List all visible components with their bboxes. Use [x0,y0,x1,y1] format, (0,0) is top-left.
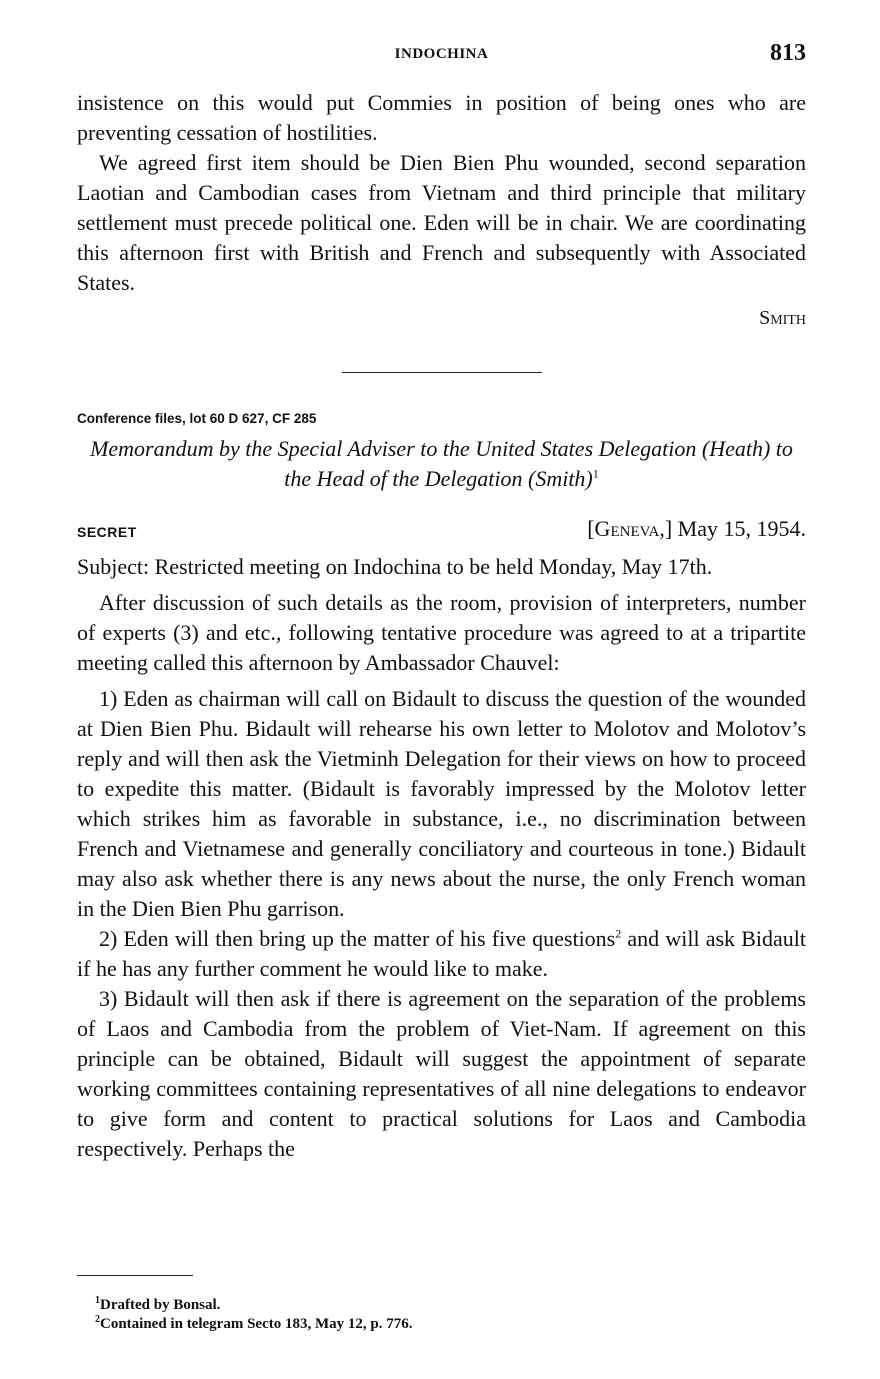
running-title: INDOCHINA [394,46,489,62]
footnote-divider [77,1275,193,1276]
source-citation: Conference files, lot 60 D 627, CF 285 [77,411,317,426]
signature: Smith [759,307,806,329]
continued-paragraph: insistence on this would put Commies in position of being ones who are preventing cessation of hostilities. [77,90,806,145]
classification-marking: SECRET [77,524,137,540]
document-title-text: Memorandum by the Special Adviser to the United States Delegation (Heath) to the Head of the Delegation (Smith) [90,436,793,491]
body-paragraph [77,924,806,984]
paragraph-text: 2) Eden will then bring up the matter of his five questions [99,926,616,951]
body-paragraph: We agreed first item should be Dien Bien Phu wounded, second separation Laotian and Cambodian cases from Vietnam and third principle that military settlement must precede political one. Eden will be in chair. We are coordinating this afternoon first with British and French and subsequently with Associated States. [77,150,806,295]
body-paragraph: 1) Eden as chairman will call on Bidault to discuss the question of the wounded at Dien Bien Phu. Bidault will rehearse his own letter to Molotov and Molotov’s reply and will then ask the Vietminh Delegation for their views on how to proceed to expedite this matter. (Bidault is favorably impressed by the Molotov letter which strikes him as favorable in substance, i.e., no discrimination between French and Vietnamese and generally conciliatory and courteous in tone.) Bidault may also ask whether there is any news about the nurse, the only French woman in the Dien Bien Phu garrison. [77,686,806,921]
running-head [77,36,806,72]
footnote [95,1315,795,1334]
body-paragraph: After discussion of such details as the room, provision of interpreters, number of experts (3) and etc., following tentative procedure was agreed to at a tripartite meeting called this afternoon by Ambassador Chauvel: [77,590,806,675]
section-divider [342,372,542,373]
page [77,36,806,1164]
footnote-mark: 2 [95,1314,100,1325]
footnote-text: Drafted by Bonsal. [100,1297,221,1313]
footnote-mark: 1 [95,1295,100,1306]
footnote-ref-2: 2 [615,926,622,941]
date: May 15, 1954. [677,516,806,541]
footnotes [95,1296,795,1334]
paragraph-text: and will ask Bidault if he has any further comment he would like to make. [77,926,806,981]
footnote [95,1296,795,1315]
subject-line: Subject: Restricted meeting on Indochina to be held Monday, May 17th. [77,554,713,579]
document-title [77,434,806,494]
place: [Geneva,] [587,516,673,541]
footnote-ref-1: 1 [592,466,599,481]
body-paragraph: 3) Bidault will then ask if there is agreement on the separation of the problems of Laos and Cambodia from the problem of Viet-Nam. If agreement on this principle can be obtained, Bidault will suggest the appointment of separate working committees containing representatives of all nine delegations to endeavor to give form and content to practical solutions for Laos and Cambodia respectively. Perhaps the [77,986,806,1161]
dateline [587,516,806,542]
classification-dateline [77,516,806,550]
page-number: 813 [770,40,806,66]
footnote-text: Contained in telegram Secto 183, May 12, p. 776. [100,1316,413,1332]
